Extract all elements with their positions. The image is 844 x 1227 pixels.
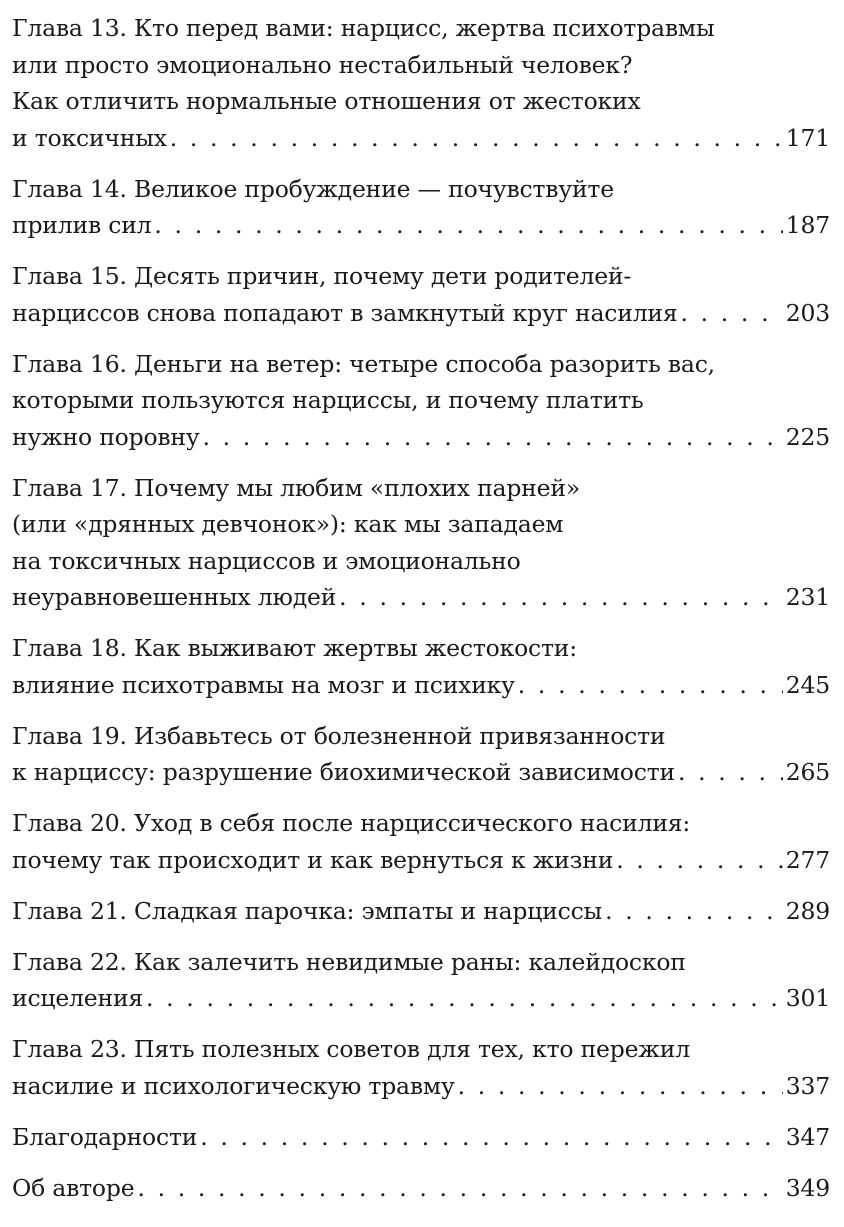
dot-leader [146,980,783,1017]
entry-line: которыми пользуются нарциссы, и почему платить [12,386,644,414]
entry-line: Глава 21. Сладкая парочка: эмпаты и нарциссы [12,896,603,925]
toc-entry-chapter-16 [12,346,830,456]
entry-line: Глава 17. Почему мы любим «плохих парней» [12,473,580,502]
entry-line: неуравновешенных людей [12,583,337,611]
entry-line: Глава 22. Как залечить невидимые раны: калейдоскоп [12,947,686,976]
toc-entry-about-author [12,1170,830,1207]
entry-line: или просто эмоционально нестабильный человек? [12,50,633,79]
dot-leader [203,419,783,456]
dot-leader [518,667,783,704]
toc-entry-chapter-17 [12,470,830,616]
entry-last-line [12,980,830,1017]
entry-line: насилие и психологическую травму [12,1071,455,1100]
toc-entry-chapter-23 [12,1031,830,1104]
toc-entry-chapter-13 [12,10,830,156]
dot-leader [458,1068,783,1105]
page-number: 203 [785,298,830,327]
toc-entry-acknowledgements [12,1119,830,1156]
entry-line: Благодарности [12,1122,198,1151]
entry-last-line [12,893,830,930]
entry-line: Глава 23. Пять полезных советов для тех, кто пережил [12,1035,690,1063]
entry-line: Глава 19. Избавьтесь от болезненной привязанности [12,721,666,750]
page-number: 347 [785,1122,830,1151]
dot-leader [681,295,783,332]
entry-last-line [12,579,830,616]
entry-line: Глава 14. Великое пробуждение — почувствуйте [12,174,614,203]
toc-entry-chapter-14 [12,171,830,244]
entry-line: Глава 13. Кто перед вами: нарцисс, жертва психотравмы [12,14,715,42]
page-number: 245 [785,670,830,699]
page-number: 231 [785,583,830,611]
entry-line: Глава 20. Уход в себя после нарциссического насилия: [12,809,691,837]
page-number: 337 [785,1071,830,1100]
entry-line: и токсичных [12,123,167,152]
entry-line: почему так происходит и как вернуться к жизни [12,845,614,874]
entry-last-line [12,419,830,456]
dot-leader [339,579,783,616]
dot-leader [170,120,783,157]
entry-line: влияние психотравмы на мозг и психику [12,670,515,699]
entry-line: Глава 16. Деньги на ветер: четыре способа разорить вас, [12,349,715,378]
dot-leader [678,754,783,791]
table-of-contents [12,10,830,1206]
page-number: 349 [785,1173,830,1202]
entry-line: прилив сил [12,211,152,239]
entry-last-line [12,1119,830,1156]
entry-line: нарциссов снова попадают в замкнутый круг насилия [12,298,678,327]
entry-last-line [12,295,830,332]
entry-last-line [12,1068,830,1105]
dot-leader [605,893,783,930]
page-number: 225 [785,422,830,451]
entry-line: (или «дрянных девчонок»): как мы западаем [12,510,564,538]
dot-leader [616,842,783,879]
toc-entry-chapter-19 [12,718,830,791]
entry-line: на токсичных нарциссов и эмоционально [12,546,521,575]
toc-entry-chapter-21 [12,893,830,930]
entry-last-line [12,120,830,157]
entry-line: к нарциссу: разрушение биохимической зависимости [12,758,675,786]
entry-last-line [12,667,830,704]
entry-line: исцеления [12,984,144,1012]
entry-line: Глава 15. Десять причин, почему дети родителей- [12,262,632,290]
toc-entry-chapter-15 [12,258,830,331]
page-number: 289 [785,896,830,925]
entry-line: Как отличить нормальные отношения от жестоких [12,87,641,115]
entry-line: нужно поровну [12,422,200,451]
toc-entry-chapter-22 [12,944,830,1017]
page-number: 265 [785,758,830,786]
entry-last-line [12,207,830,244]
toc-entry-chapter-18 [12,630,830,703]
page-number: 187 [785,211,830,239]
dot-leader [137,1170,782,1207]
page-number: 301 [785,984,830,1012]
dot-leader [200,1119,783,1156]
entry-last-line [12,754,830,791]
entry-line: Об авторе [12,1173,135,1202]
entry-last-line [12,842,830,879]
page-number: 171 [785,123,830,152]
entry-line: Глава 18. Как выживают жертвы жестокости: [12,634,577,662]
page-number: 277 [785,845,830,874]
dot-leader [154,207,782,244]
entry-last-line [12,1170,830,1207]
toc-entry-chapter-20 [12,805,830,878]
